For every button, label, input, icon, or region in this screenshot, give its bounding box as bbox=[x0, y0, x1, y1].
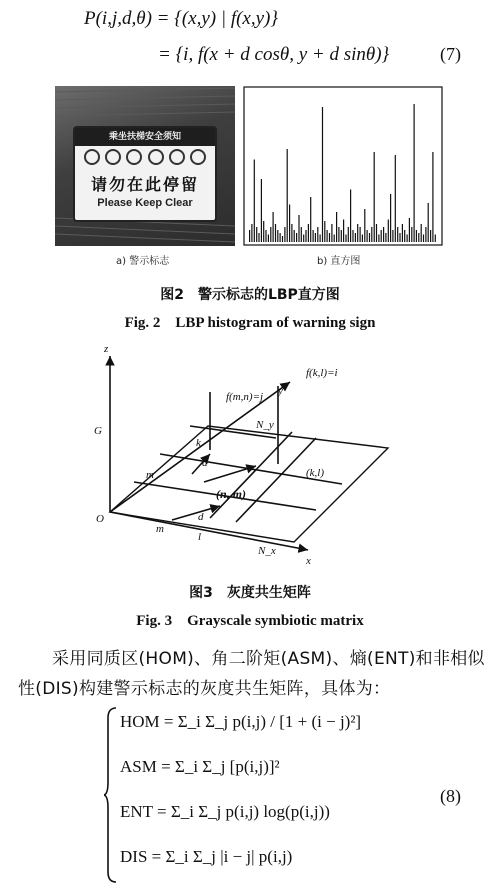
displacement-arrow-lower bbox=[172, 506, 220, 520]
equation-7-line-1: P(i,j,d,θ) = {(x,y) | f(x,y)} bbox=[84, 8, 278, 29]
histogram-bar bbox=[280, 233, 281, 242]
histogram-bar bbox=[345, 235, 346, 243]
histogram-bar bbox=[317, 227, 318, 242]
label-k: k bbox=[196, 437, 201, 449]
subcaption-b: b) 直方图 bbox=[317, 256, 361, 267]
histogram-bar bbox=[331, 224, 332, 242]
prohibition-icon bbox=[169, 149, 185, 165]
histogram-bar bbox=[409, 218, 410, 242]
histogram-bar bbox=[275, 224, 276, 242]
equation-ent: ENT = Σ_i Σ_j p(i,j) log(p(i,j)) bbox=[120, 802, 330, 821]
histogram-bar bbox=[261, 179, 262, 242]
warning-sign bbox=[73, 126, 217, 222]
label-m-left: m bbox=[146, 469, 154, 481]
histogram-bar bbox=[324, 221, 325, 242]
label-d-upper: d bbox=[202, 457, 208, 469]
histogram-bar bbox=[282, 236, 283, 242]
equation-7-number: (7) bbox=[440, 44, 461, 64]
prohibition-icon bbox=[126, 149, 142, 165]
figure-3-caption-zh: 图3 灰度共生矩阵 bbox=[189, 585, 311, 601]
histogram-bar bbox=[376, 224, 377, 242]
equation-7-line-2: = {i, f(x + d cosθ, y + d sinθ)} bbox=[158, 44, 390, 65]
histogram-bar bbox=[371, 227, 372, 242]
label-fkl: f(k,l)=i bbox=[306, 367, 338, 379]
histogram-bar bbox=[310, 197, 311, 242]
histogram-bar bbox=[343, 220, 344, 243]
figure-3-caption-en: Fig. 3 Grayscale symbiotic matrix bbox=[136, 613, 364, 629]
histogram-bar bbox=[421, 224, 422, 242]
histogram-bar bbox=[381, 230, 382, 242]
histogram-bar bbox=[374, 152, 375, 242]
histogram-bar bbox=[418, 233, 419, 242]
body-paragraph: 采用同质区(HOM)、角二阶矩(ASM)、熵(ENT)和非相似性(DIS)构建警示标志的灰度共生矩阵，具体为： bbox=[18, 649, 485, 699]
histogram-bar bbox=[411, 227, 412, 242]
label-m-bottom: m bbox=[156, 523, 164, 535]
histogram-bar bbox=[254, 160, 255, 243]
grid-line bbox=[236, 438, 316, 522]
histogram-bar bbox=[315, 233, 316, 242]
histogram-bar bbox=[364, 209, 365, 242]
label-kl: (k,l) bbox=[306, 467, 325, 479]
histogram-bar bbox=[397, 227, 398, 242]
histogram-bar bbox=[298, 215, 299, 242]
histogram-bar bbox=[338, 227, 339, 242]
displacement-arrow-diagonal bbox=[204, 466, 256, 482]
sign-english-text: Please Keep Clear bbox=[97, 197, 193, 209]
histogram-bar bbox=[392, 230, 393, 242]
histogram-bar bbox=[348, 227, 349, 242]
histogram-bar bbox=[355, 233, 356, 242]
histogram-bar bbox=[428, 203, 429, 242]
figure-2-caption-en: Fig. 2 LBP histogram of warning sign bbox=[124, 315, 376, 331]
histogram-bar bbox=[416, 230, 417, 242]
histogram-bar bbox=[329, 233, 330, 242]
equation-dis: DIS = Σ_i Σ_j |i − j| p(i,j) bbox=[120, 847, 293, 866]
histogram-bar bbox=[258, 233, 259, 242]
label-d-lower: d bbox=[198, 511, 204, 523]
histogram-bar bbox=[385, 233, 386, 242]
histogram-bar bbox=[327, 230, 328, 242]
histogram-bar bbox=[277, 230, 278, 242]
histogram-bar bbox=[407, 235, 408, 243]
histogram-bar bbox=[268, 235, 269, 243]
histogram-bar bbox=[430, 230, 431, 242]
label-y: y bbox=[278, 385, 283, 397]
subcaption-a: a) 警示标志 bbox=[116, 256, 170, 267]
histogram-bar bbox=[360, 227, 361, 242]
histogram-bar bbox=[404, 230, 405, 242]
equation-8-brace bbox=[104, 706, 118, 884]
histogram-bar bbox=[284, 227, 285, 242]
histogram-bar bbox=[352, 230, 353, 242]
histogram-bar bbox=[367, 230, 368, 242]
label-z: z bbox=[104, 343, 109, 355]
warning-sign-photo bbox=[55, 86, 235, 246]
histogram-bar bbox=[388, 220, 389, 243]
label-O: O bbox=[96, 513, 104, 525]
histogram-bar bbox=[341, 230, 342, 242]
prohibition-icon bbox=[105, 149, 121, 165]
histogram-bar bbox=[432, 152, 433, 242]
histogram-bar bbox=[265, 230, 266, 242]
histogram-bar bbox=[287, 149, 288, 242]
prohibition-icon bbox=[84, 149, 100, 165]
histogram-bar bbox=[296, 233, 297, 242]
histogram-bar bbox=[423, 235, 424, 243]
histogram-bar bbox=[301, 227, 302, 242]
histogram-bar bbox=[402, 224, 403, 242]
histogram-bar bbox=[369, 233, 370, 242]
histogram-bar bbox=[378, 235, 379, 243]
equation-hom: HOM = Σ_i Σ_j p(i,j) / [1 + (i − j)²] bbox=[120, 712, 362, 731]
histogram-bar bbox=[270, 227, 271, 242]
histogram-bar bbox=[334, 235, 335, 243]
label-Nx: N_x bbox=[258, 545, 276, 557]
histogram-bar bbox=[390, 194, 391, 242]
figure-2-caption-zh: 图2 警示标志的LBP直方图 bbox=[160, 287, 340, 303]
prohibition-icon bbox=[190, 149, 206, 165]
histogram-bar bbox=[357, 224, 358, 242]
histogram-bar bbox=[313, 230, 314, 242]
histogram-bar bbox=[251, 224, 252, 242]
equation-asm: ASM = Σ_i Σ_j [p(i,j)]² bbox=[120, 757, 280, 776]
histogram-bar bbox=[294, 230, 295, 242]
sign-icon-row bbox=[75, 146, 215, 168]
histogram-bar bbox=[273, 212, 274, 242]
histogram-bar bbox=[399, 233, 400, 242]
glcm-diagram bbox=[80, 342, 420, 572]
histogram-bar bbox=[256, 227, 257, 242]
label-l: l bbox=[198, 531, 202, 543]
histogram-bar bbox=[308, 224, 309, 242]
histogram-bar bbox=[425, 227, 426, 242]
label-fmn: f(m,n)=j bbox=[226, 391, 264, 403]
label-x: x bbox=[306, 555, 311, 567]
histogram-bar bbox=[414, 104, 415, 242]
histogram-bar bbox=[383, 227, 384, 242]
label-G: G bbox=[94, 425, 102, 437]
sign-main-text: 请勿在此停留 bbox=[90, 175, 199, 194]
histogram-bar bbox=[263, 221, 264, 242]
histogram-bar bbox=[350, 190, 351, 243]
histogram-bar bbox=[322, 107, 323, 242]
label-Ny: N_y bbox=[256, 419, 274, 431]
histogram-bar bbox=[305, 230, 306, 242]
histogram-bar bbox=[303, 235, 304, 243]
histogram-bar bbox=[291, 224, 292, 242]
prohibition-icon bbox=[148, 149, 164, 165]
histogram-bar bbox=[395, 155, 396, 242]
histogram-bar bbox=[249, 230, 250, 242]
equation-8-number: (8) bbox=[440, 786, 461, 806]
diagram-labels bbox=[94, 343, 338, 567]
lbp-histogram bbox=[243, 86, 443, 246]
histogram-bar bbox=[336, 212, 337, 242]
histogram-bar bbox=[362, 235, 363, 243]
histogram-bar bbox=[320, 235, 321, 243]
sign-title: 乘坐扶梯安全须知 bbox=[75, 128, 215, 146]
x-axis bbox=[110, 512, 308, 550]
histogram-bar bbox=[289, 205, 290, 243]
label-nm: (n, m) bbox=[216, 487, 246, 501]
histogram-bar bbox=[435, 235, 436, 243]
